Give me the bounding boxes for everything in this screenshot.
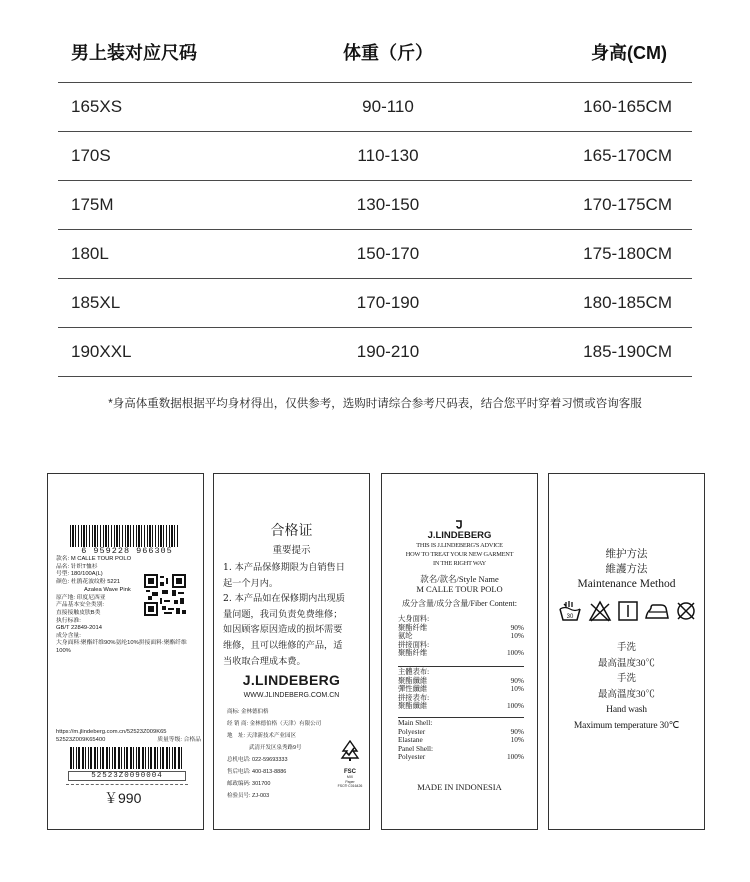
do-not-bleach-icon	[588, 600, 612, 622]
fabric-content: 大身面料:聚酯纤维90%氨纶10%拼接面料:聚酯纤维100%	[56, 640, 187, 654]
fiber-percent: 100%	[506, 701, 524, 711]
certificate-title: 合格证	[270, 523, 313, 539]
care-line: 最高溫度30℃	[597, 689, 655, 700]
fiber-percent: 100%	[506, 648, 524, 658]
info-line: Azalea Wave Pink	[84, 586, 131, 593]
price: ￥990	[104, 790, 142, 806]
size-cell: 175M	[71, 195, 114, 214]
section-title: 大身面料:	[398, 614, 430, 623]
info-line: 执行标准:	[56, 617, 81, 624]
info-line: 颜色: 杜鹃花波纹粉 5221	[56, 579, 121, 586]
iron-low-icon	[644, 600, 670, 622]
section-title: 拼接面料:	[398, 639, 430, 649]
fiber-percent: 10%	[510, 631, 524, 641]
info-line: 成分含量:	[56, 633, 81, 640]
fsc-small: MIX	[346, 775, 354, 779]
fiber-section	[398, 615, 524, 658]
care-line: 手洗	[616, 674, 636, 684]
care-title-traditional: 維護方法	[605, 563, 648, 575]
fiber-percent: 90%	[510, 675, 524, 685]
style-name-block	[382, 574, 537, 594]
divider	[66, 784, 188, 785]
table-row	[58, 279, 692, 328]
size-note: *身高体重数据根据平均身材得出，仅供参考，选购时请综合参考尺码表，结合您平时穿着习惯或咨询客服	[108, 398, 642, 410]
care-advice	[382, 541, 537, 568]
care-tag	[548, 473, 705, 830]
care-line: 手洗	[616, 643, 636, 653]
fsc-small: Paper	[345, 779, 355, 784]
barcode-icon	[70, 747, 184, 769]
header-height: 身高(CM)	[591, 43, 667, 63]
table-row	[58, 328, 692, 377]
product-url: https://m.jlindeberg.com.cn/52523Z009K65	[56, 729, 167, 735]
size-cell: 190XXL	[71, 342, 132, 361]
info-line: 地 址: 天津新技术产业园区	[227, 733, 297, 739]
section-title: 主體表布:	[398, 667, 430, 676]
weight-cell: 130-150	[356, 195, 420, 214]
info-line: 品名: 针织T恤衫	[56, 563, 98, 570]
fiber-name: 聚酯纤维	[398, 622, 428, 632]
info-line: 售后电话: 400-813-8886	[227, 769, 287, 775]
section-title: Main Shell:	[398, 718, 433, 727]
info-line: 商标: 金林德伯格	[227, 709, 269, 715]
warranty-line: 2. 本产品如在保修期内出现质	[223, 593, 345, 605]
warranty-line: 起一个月内。	[223, 577, 279, 589]
brand-mark-icon	[452, 520, 468, 529]
product-label-tag	[47, 473, 204, 830]
style-label: 款名/款名/Style Name	[420, 574, 499, 584]
warranty-line: 1. 本产品保修期限为自销售日	[223, 562, 345, 573]
quality-grade: 质量等级: 合格品	[157, 736, 201, 743]
weight-cell: 90-110	[362, 97, 414, 116]
weight-cell: 110-130	[357, 146, 419, 165]
info-line: 款名: M CALLE TOUR POLO	[56, 556, 132, 562]
style-name: M CALLE TOUR POLO	[416, 584, 503, 594]
tree-check-icon	[340, 740, 360, 762]
info-line: 武清开发区泉秀路9号	[227, 745, 302, 751]
section-title: Panel Shell:	[398, 743, 434, 753]
care-symbols	[557, 600, 697, 622]
advice-line: IN THE RIGHT WAY	[432, 560, 487, 567]
fiber-name: Polyester	[398, 726, 426, 736]
size-cell: 165XS	[71, 97, 123, 116]
info-line: 直接接触皮肤B类	[56, 609, 101, 616]
fiber-percent: 100%	[506, 752, 524, 762]
fiber-content-tag	[381, 473, 538, 830]
size-table	[58, 22, 692, 377]
do-not-dry-clean-icon	[675, 600, 697, 622]
care-line: Hand wash	[606, 705, 647, 715]
advice-line: HOW TO TREAT YOUR NEW GARMENT	[405, 551, 514, 558]
table-row	[58, 83, 692, 132]
warranty-line: 当收取合理成本费。	[223, 655, 306, 667]
care-title-en: Maintenance Method	[577, 578, 676, 590]
info-line: 原产地: 印度尼西亚	[56, 594, 106, 601]
info-line: 总机电话: 022-59693333	[227, 757, 288, 763]
fsc-logo	[333, 740, 367, 789]
fiber-name: 聚酯纖維	[398, 675, 428, 685]
brand-logo	[382, 520, 537, 541]
hand-wash-30-icon	[557, 600, 583, 622]
section-title: 拼接表布:	[398, 692, 430, 702]
info-line: 邮政编码: 301700	[227, 781, 271, 787]
info-line: 检验员号: ZJ-003	[227, 793, 270, 799]
warranty-line: 如因顾客原因造成的损坏需要	[223, 624, 343, 636]
size-cell: 185XL	[71, 293, 121, 312]
header-size: 男上装对应尺码	[71, 43, 197, 63]
qr-code-icon	[144, 574, 186, 616]
care-line: Maximum temperature 30℃	[573, 720, 680, 731]
fiber-percent: 90%	[510, 622, 524, 632]
certificate-tag	[213, 473, 370, 830]
tumble-dry-icon	[617, 600, 639, 622]
made-in: MADE IN INDONESIA	[417, 782, 502, 792]
barcode-icon	[70, 525, 180, 547]
info-line: 产品基本安全类别:	[56, 602, 104, 609]
care-title-simplified: 维护方法	[605, 548, 648, 560]
height-cell: 160-165CM	[583, 97, 672, 116]
height-cell: 170-175CM	[583, 195, 672, 214]
height-cell: 175-180CM	[583, 244, 672, 263]
fiber-section	[398, 666, 524, 711]
fsc-label: FSC	[344, 769, 356, 775]
svg-text:30: 30	[566, 614, 574, 620]
brand-website: WWW.JLINDEBERG.COM.CN	[243, 692, 340, 699]
weight-cell: 150-170	[356, 244, 420, 263]
sku-code: 52523Z009K65400	[56, 736, 106, 743]
warranty-line: 维修，且可以维修的产品，适	[223, 639, 343, 651]
weight-cell: 190-210	[356, 342, 420, 361]
care-instructions	[549, 641, 704, 734]
table-row	[58, 132, 692, 181]
ean-number: 6 959228 966305	[81, 546, 173, 556]
table-row	[58, 230, 692, 279]
fiber-section	[398, 717, 524, 762]
size-cell: 180L	[71, 244, 109, 263]
certificate-subtitle: 重要提示	[272, 545, 311, 556]
fiber-name: 聚酯纤维	[398, 648, 428, 658]
size-table-header	[58, 22, 692, 83]
brand-logo: J.LINDEBERG	[242, 672, 341, 688]
barcode-number: 52523Z0090004	[68, 771, 186, 781]
fiber-percent: 10%	[510, 735, 524, 745]
weight-cell: 170-190	[356, 293, 420, 312]
height-cell: 185-190CM	[583, 342, 672, 361]
size-cell: 170S	[71, 146, 111, 165]
info-line: GB/T 22849-2014	[56, 625, 102, 632]
care-line: 最高温度30℃	[597, 658, 655, 669]
header-weight: 体重（斤）	[343, 43, 433, 63]
fiber-name: 聚酯纖維	[398, 701, 428, 711]
warranty-text	[223, 560, 365, 669]
fiber-percent: 10%	[510, 684, 524, 694]
table-row	[58, 181, 692, 230]
fiber-name: 氨纶	[398, 631, 413, 641]
advice-line: THIS IS J.LINDEBERG'S ADVICE	[416, 542, 503, 549]
height-cell: 165-170CM	[583, 146, 672, 165]
care-title-cn	[549, 547, 704, 577]
product-info	[56, 556, 146, 641]
brand-name: J.LINDEBERG	[427, 530, 492, 541]
fiber-percent: 90%	[510, 726, 524, 736]
info-line: 经 销 商: 金林德伯格（天津）有限公司	[227, 721, 322, 727]
product-url-block	[56, 729, 201, 744]
info-line: 号型: 180/100A(L)	[56, 571, 103, 578]
fsc-small: FSC® C016426	[337, 784, 363, 788]
warranty-line: 量问题，我司负责免费维修；	[223, 608, 343, 620]
fiber-name: 彈性纖維	[398, 684, 428, 694]
fiber-name: Elastane	[398, 735, 423, 745]
fiber-label: 成分含量/成分含量/Fiber Content:	[402, 599, 517, 608]
height-cell: 180-185CM	[583, 293, 672, 312]
fiber-name: Polyester	[398, 752, 426, 762]
